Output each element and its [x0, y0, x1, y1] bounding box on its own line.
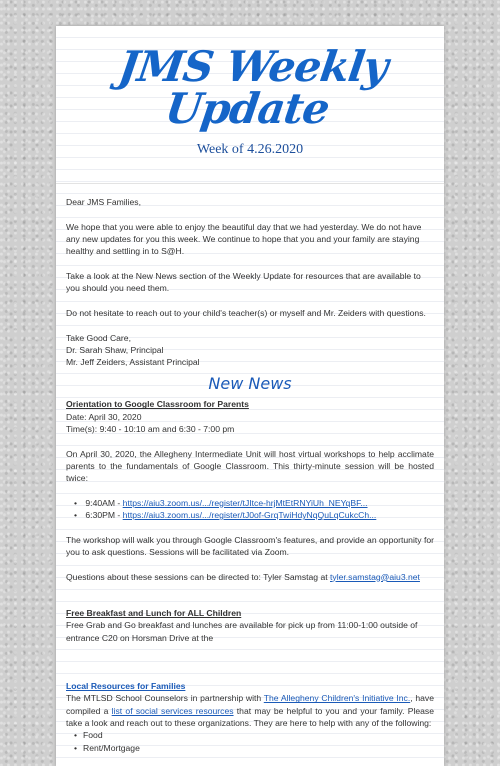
intro-paragraph-2: Take a look at the New News section of the Weekly Update for resources that are available to you should you need them.	[66, 271, 421, 294]
classroom-questions: Questions about these sessions can be directed to: Tyler Samstag at tyler.samstag@aiu3.net	[66, 571, 420, 582]
signoff: Take Good Care,	[66, 332, 131, 343]
classroom-body: On April 30, 2020, the Allegheny Intermediate Unit will host virtual workshops to help acclimate parents to the fundamentals of Google Classroom. This thirty-minute session will be hosted twice:	[66, 448, 434, 484]
resource-list	[66, 729, 434, 754]
list-item: • 6:30PM - https://aiu3.zoom.us/.../register/tJ0of-GrqTwiHdyNqQuLqCukcCh...	[74, 509, 434, 521]
list-item: • Food	[74, 729, 434, 741]
classroom-walkthrough: The workshop will walk you through Google Classroom's features, and provide an opportunity for you to ask questions. Sessions will be facilitated via Zoom.	[66, 534, 434, 558]
signature-assistant-principal: Mr. Jeff Zeiders, Assistant Principal	[66, 357, 200, 368]
childrens-initiative-link[interactable]: The Allegheny Children's Initiative Inc.	[263, 693, 411, 704]
session-link-evening[interactable]: https://aiu3.zoom.us/.../register/tJ0of-GrqTwiHdyNqQuLqCukcCh...	[122, 510, 377, 521]
newsletter-content	[56, 184, 444, 754]
breakfast-title: Free Breakfast and Lunch for ALL Children	[66, 607, 242, 618]
resources-title-link[interactable]: Local Resources for Families	[66, 681, 186, 692]
social-services-list-link[interactable]: list of social services resources	[111, 705, 234, 716]
classroom-date: Date: April 30, 2020	[66, 411, 142, 422]
new-news-heading: New News	[208, 374, 292, 394]
newsletter-paper	[56, 26, 444, 766]
session-list	[66, 497, 434, 522]
resources-body: The MTLSD School Counselors in partnership with The Allegheny Children's Initiative Inc., have compiled a list of social services resources that may be helpful to you and your family. Please take a look and reach out to these organizations. They are here to help with any of the following:	[66, 693, 434, 728]
intro-paragraph-3: Do not hesitate to reach out to your child's teacher(s) or myself and Mr. Zeiders with questions.	[66, 307, 426, 318]
list-item: • Rent/Mortgage	[74, 742, 434, 754]
signature-principal: Dr. Sarah Shaw, Principal	[66, 344, 164, 355]
session-link-morning[interactable]: https://aiu3.zoom.us/.../register/tJItce-hrjMtEtRNYiUh_NEYqBF...	[122, 497, 368, 508]
newsletter-header	[56, 26, 444, 184]
classroom-times: Time(s): 9:40 - 10:10 am and 6:30 - 7:00 pm	[66, 424, 235, 435]
newsletter-title: JMS Weekly Update	[115, 42, 391, 133]
greeting: Dear JMS Families,	[66, 197, 141, 208]
list-item: • 9:40AM - https://aiu3.zoom.us/.../register/tJItce-hrjMtEtRNYiUh_NEYqBF...	[74, 497, 434, 509]
intro-paragraph-1: We hope that you were able to enjoy the beautiful day that we had yesterday. We do not have any new updates for you this week. We continue to hope that you and your family are staying healthy and settling in to S@H.	[66, 221, 422, 257]
week-label: Week of 4.26.2020	[196, 142, 304, 157]
breakfast-body: Free Grab and Go breakfast and lunches are available for pick up from 11:00-1:00 outside of entrance C20 on Horsman Drive at the	[66, 620, 418, 643]
contact-email-link[interactable]: tyler.samstag@aiu3.net	[330, 571, 420, 582]
classroom-title: Orientation to Google Classroom for Parents	[66, 399, 249, 410]
